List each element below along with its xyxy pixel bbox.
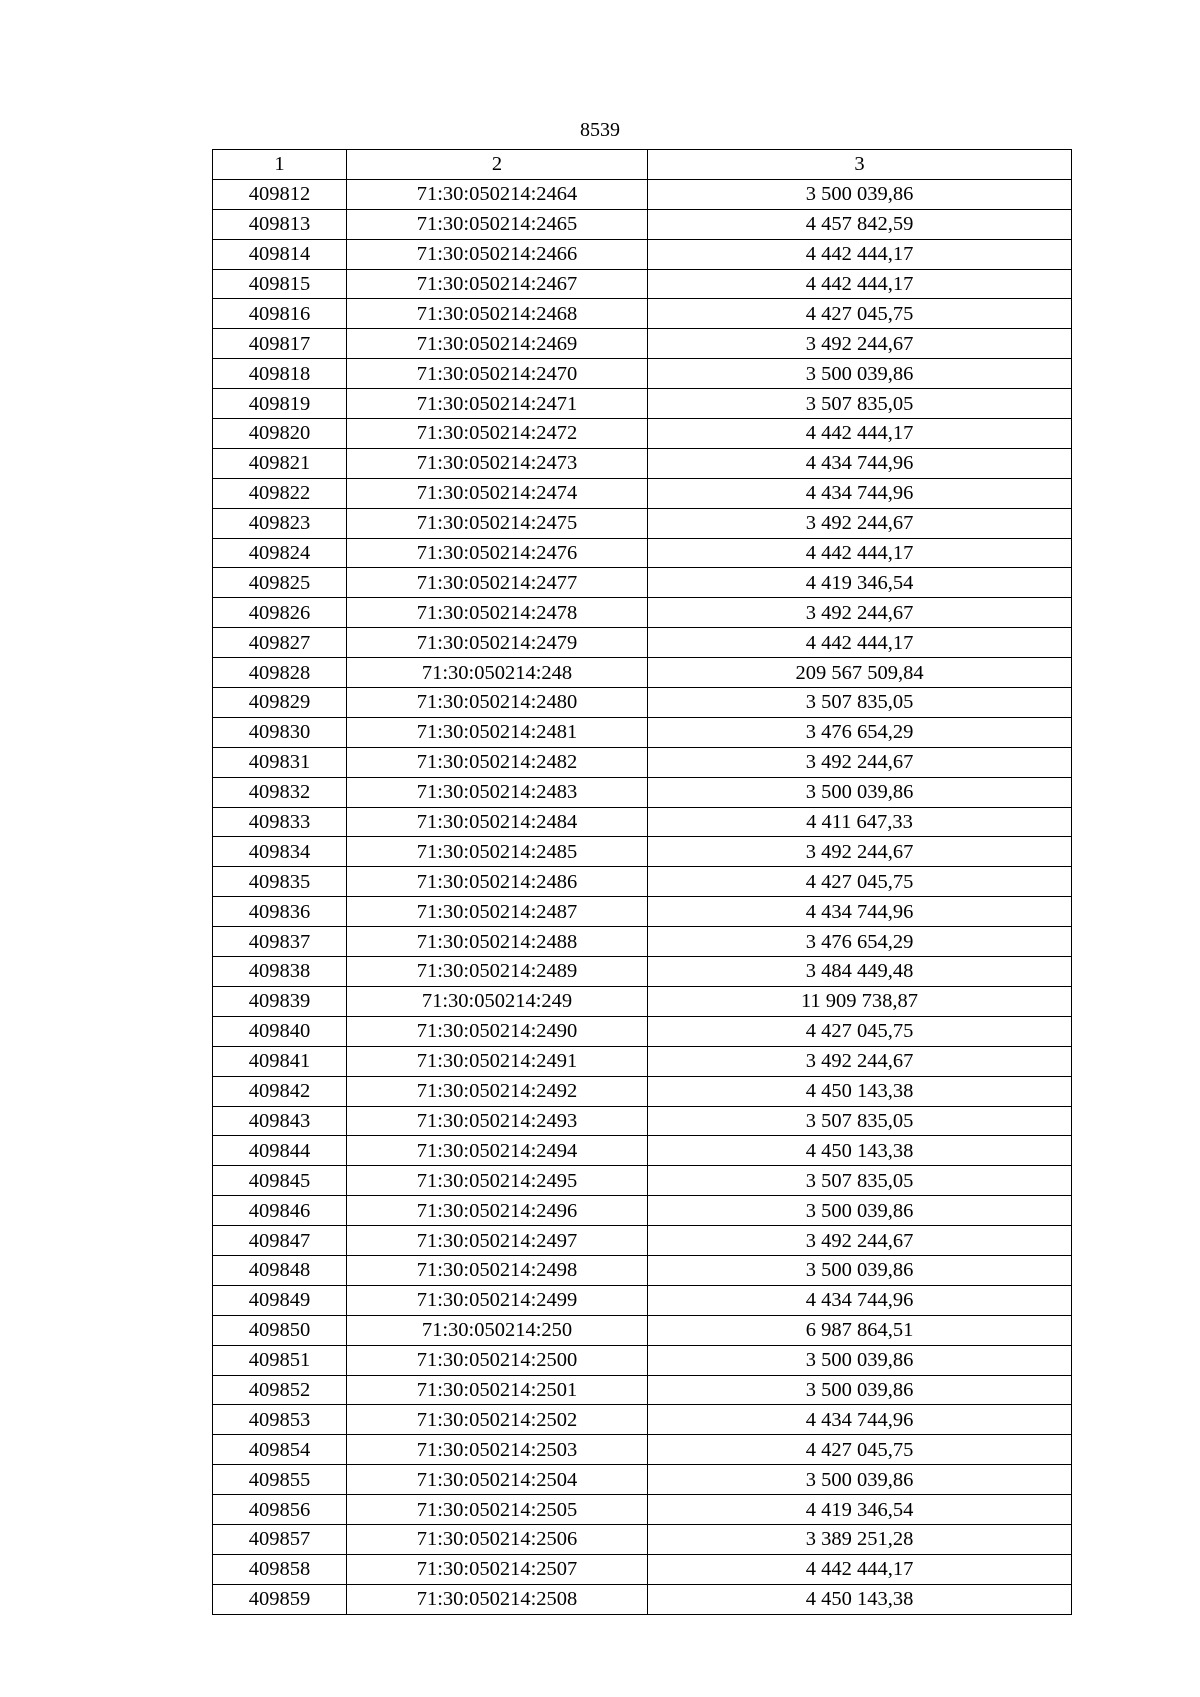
cadastral-number-cell: 71:30:050214:2508: [347, 1584, 648, 1614]
cadastral-value-cell: 3 500 039,86: [648, 1465, 1072, 1495]
cadastral-value-cell: 4 434 744,96: [648, 448, 1072, 478]
table-row: [213, 329, 1072, 359]
row-number-cell: 409853: [213, 1405, 347, 1435]
cadastral-value-cell: 3 500 039,86: [648, 1345, 1072, 1375]
cadastral-value-cell: 4 442 444,17: [648, 538, 1072, 568]
cadastral-number-cell: 71:30:050214:2496: [347, 1196, 648, 1226]
row-number-cell: 409815: [213, 269, 347, 299]
cadastral-value-cell: 4 427 045,75: [648, 867, 1072, 897]
table-row: [213, 419, 1072, 449]
row-number-cell: 409840: [213, 1016, 347, 1046]
table-row: [213, 1136, 1072, 1166]
cadastral-value-cell: 3 500 039,86: [648, 1196, 1072, 1226]
row-number-cell: 409829: [213, 688, 347, 718]
cadastral-value-cell: 4 434 744,96: [648, 1285, 1072, 1315]
cadastral-number-cell: 71:30:050214:2480: [347, 688, 648, 718]
column-header-2: 2: [347, 150, 648, 180]
table-row: [213, 1255, 1072, 1285]
row-number-cell: 409824: [213, 538, 347, 568]
table-row: [213, 747, 1072, 777]
row-number-cell: 409844: [213, 1136, 347, 1166]
cadastral-number-cell: 71:30:050214:2481: [347, 717, 648, 747]
cadastral-number-cell: 71:30:050214:2490: [347, 1016, 648, 1046]
row-number-cell: 409843: [213, 1106, 347, 1136]
cadastral-value-cell: 4 450 143,38: [648, 1584, 1072, 1614]
table-row: [213, 1016, 1072, 1046]
cadastral-value-cell: 3 492 244,67: [648, 598, 1072, 628]
cadastral-value-cell: 3 507 835,05: [648, 389, 1072, 419]
row-number-cell: 409814: [213, 239, 347, 269]
table-row: [213, 927, 1072, 957]
row-number-cell: 409825: [213, 568, 347, 598]
cadastral-value-cell: 3 492 244,67: [648, 1226, 1072, 1256]
cadastral-number-cell: 71:30:050214:2467: [347, 269, 648, 299]
row-number-cell: 409855: [213, 1465, 347, 1495]
row-number-cell: 409859: [213, 1584, 347, 1614]
cadastral-value-cell: 3 500 039,86: [648, 777, 1072, 807]
row-number-cell: 409850: [213, 1315, 347, 1345]
row-number-cell: 409858: [213, 1554, 347, 1584]
cadastral-value-cell: 4 427 045,75: [648, 299, 1072, 329]
cadastral-value-cell: 3 507 835,05: [648, 1166, 1072, 1196]
row-number-cell: 409821: [213, 448, 347, 478]
cadastral-number-cell: 71:30:050214:2471: [347, 389, 648, 419]
table-row: [213, 1405, 1072, 1435]
cadastral-number-cell: 71:30:050214:249: [347, 986, 648, 1016]
cadastral-value-cell: 4 457 842,59: [648, 209, 1072, 239]
row-number-cell: 409842: [213, 1076, 347, 1106]
table-row: [213, 1435, 1072, 1465]
cadastral-number-cell: 71:30:050214:2506: [347, 1524, 648, 1554]
cadastral-value-cell: 3 500 039,86: [648, 1255, 1072, 1285]
row-number-cell: 409826: [213, 598, 347, 628]
cadastral-value-cell: 4 450 143,38: [648, 1076, 1072, 1106]
cadastral-number-cell: 71:30:050214:2505: [347, 1495, 648, 1525]
row-number-cell: 409812: [213, 179, 347, 209]
cadastral-number-cell: 71:30:050214:2478: [347, 598, 648, 628]
cadastral-number-cell: 71:30:050214:2485: [347, 837, 648, 867]
cadastral-value-cell: 3 492 244,67: [648, 508, 1072, 538]
cadastral-number-cell: 71:30:050214:2484: [347, 807, 648, 837]
header-row: [213, 150, 1072, 180]
row-number-cell: 409813: [213, 209, 347, 239]
cadastral-value-cell: 3 500 039,86: [648, 1375, 1072, 1405]
table-row: [213, 359, 1072, 389]
table-row: [213, 986, 1072, 1016]
cadastral-number-cell: 71:30:050214:2473: [347, 448, 648, 478]
cadastral-number-cell: 71:30:050214:2476: [347, 538, 648, 568]
cadastral-number-cell: 71:30:050214:2492: [347, 1076, 648, 1106]
cadastral-value-cell: 3 507 835,05: [648, 688, 1072, 718]
cadastral-value-cell: 4 442 444,17: [648, 1554, 1072, 1584]
column-header-1: 1: [213, 150, 347, 180]
row-number-cell: 409856: [213, 1495, 347, 1525]
cadastral-number-cell: 71:30:050214:2504: [347, 1465, 648, 1495]
table-row: [213, 1315, 1072, 1345]
cadastral-number-cell: 71:30:050214:2489: [347, 957, 648, 987]
cadastral-number-cell: 71:30:050214:2465: [347, 209, 648, 239]
cadastral-value-cell: 3 492 244,67: [648, 747, 1072, 777]
table-row: [213, 1196, 1072, 1226]
cadastral-value-cell: 209 567 509,84: [648, 658, 1072, 688]
cadastral-number-cell: 71:30:050214:2470: [347, 359, 648, 389]
table-row: [213, 1584, 1072, 1614]
cadastral-value-cell: 3 500 039,86: [648, 359, 1072, 389]
cadastral-number-cell: 71:30:050214:2482: [347, 747, 648, 777]
cadastral-value-cell: 3 389 251,28: [648, 1524, 1072, 1554]
cadastral-value-cell: 4 411 647,33: [648, 807, 1072, 837]
cadastral-value-cell: 3 476 654,29: [648, 717, 1072, 747]
table-row: [213, 957, 1072, 987]
cadastral-value-cell: 3 492 244,67: [648, 1046, 1072, 1076]
cadastral-number-cell: 71:30:050214:2468: [347, 299, 648, 329]
cadastral-value-cell: 4 434 744,96: [648, 1405, 1072, 1435]
table-row: [213, 1166, 1072, 1196]
row-number-cell: 409819: [213, 389, 347, 419]
row-number-cell: 409854: [213, 1435, 347, 1465]
row-number-cell: 409823: [213, 508, 347, 538]
table-row: [213, 179, 1072, 209]
cadastral-value-cell: 4 450 143,38: [648, 1136, 1072, 1166]
cadastral-number-cell: 71:30:050214:2503: [347, 1435, 648, 1465]
table-row: [213, 1106, 1072, 1136]
table-row: [213, 777, 1072, 807]
cadastral-number-cell: 71:30:050214:2497: [347, 1226, 648, 1256]
row-number-cell: 409849: [213, 1285, 347, 1315]
cadastral-value-cell: 3 492 244,67: [648, 329, 1072, 359]
row-number-cell: 409833: [213, 807, 347, 837]
cadastral-number-cell: 71:30:050214:2479: [347, 628, 648, 658]
cadastral-number-cell: 71:30:050214:2498: [347, 1255, 648, 1285]
table-row: [213, 1345, 1072, 1375]
row-number-cell: 409846: [213, 1196, 347, 1226]
table-row: [213, 448, 1072, 478]
cadastral-number-cell: 71:30:050214:2507: [347, 1554, 648, 1584]
table-row: [213, 1524, 1072, 1554]
table-row: [213, 688, 1072, 718]
row-number-cell: 409848: [213, 1255, 347, 1285]
cadastral-value-cell: 4 442 444,17: [648, 419, 1072, 449]
row-number-cell: 409835: [213, 867, 347, 897]
cadastral-value-cell: 3 476 654,29: [648, 927, 1072, 957]
cadastral-number-cell: 71:30:050214:2474: [347, 478, 648, 508]
row-number-cell: 409857: [213, 1524, 347, 1554]
table-row: [213, 299, 1072, 329]
table-row: [213, 867, 1072, 897]
cadastral-value-cell: 6 987 864,51: [648, 1315, 1072, 1345]
cadastral-value-table: [212, 149, 1072, 1615]
cadastral-value-cell: 4 442 444,17: [648, 269, 1072, 299]
cadastral-value-cell: 3 507 835,05: [648, 1106, 1072, 1136]
row-number-cell: 409851: [213, 1345, 347, 1375]
cadastral-value-cell: 4 427 045,75: [648, 1435, 1072, 1465]
cadastral-number-cell: 71:30:050214:2486: [347, 867, 648, 897]
table-row: [213, 837, 1072, 867]
table-row: [213, 1465, 1072, 1495]
cadastral-value-cell: 4 442 444,17: [648, 628, 1072, 658]
row-number-cell: 409836: [213, 897, 347, 927]
cadastral-number-cell: 71:30:050214:2464: [347, 179, 648, 209]
cadastral-value-cell: 4 434 744,96: [648, 897, 1072, 927]
cadastral-number-cell: 71:30:050214:2491: [347, 1046, 648, 1076]
table-row: [213, 239, 1072, 269]
cadastral-number-cell: 71:30:050214:2494: [347, 1136, 648, 1166]
row-number-cell: 409827: [213, 628, 347, 658]
table-row: [213, 1076, 1072, 1106]
row-number-cell: 409817: [213, 329, 347, 359]
table-row: [213, 1046, 1072, 1076]
row-number-cell: 409839: [213, 986, 347, 1016]
page-number: 8539: [580, 119, 620, 141]
cadastral-value-cell: 4 427 045,75: [648, 1016, 1072, 1046]
cadastral-value-cell: 4 434 744,96: [648, 478, 1072, 508]
row-number-cell: 409847: [213, 1226, 347, 1256]
table-row: [213, 1495, 1072, 1525]
cadastral-value-cell: 3 500 039,86: [648, 179, 1072, 209]
row-number-cell: 409818: [213, 359, 347, 389]
cadastral-value-cell: 4 442 444,17: [648, 239, 1072, 269]
cadastral-number-cell: 71:30:050214:2477: [347, 568, 648, 598]
table-row: [213, 1554, 1072, 1584]
cadastral-number-cell: 71:30:050214:2475: [347, 508, 648, 538]
table-row: [213, 628, 1072, 658]
row-number-cell: 409852: [213, 1375, 347, 1405]
table-row: [213, 598, 1072, 628]
cadastral-value-cell: 4 419 346,54: [648, 568, 1072, 598]
table-row: [213, 508, 1072, 538]
cadastral-number-cell: 71:30:050214:2500: [347, 1345, 648, 1375]
cadastral-number-cell: 71:30:050214:2495: [347, 1166, 648, 1196]
table-row: [213, 658, 1072, 688]
row-number-cell: 409816: [213, 299, 347, 329]
cadastral-value-cell: 3 492 244,67: [648, 837, 1072, 867]
cadastral-value-cell: 3 484 449,48: [648, 957, 1072, 987]
cadastral-number-cell: 71:30:050214:2499: [347, 1285, 648, 1315]
row-number-cell: 409845: [213, 1166, 347, 1196]
column-header-3: 3: [648, 150, 1072, 180]
row-number-cell: 409837: [213, 927, 347, 957]
cadastral-number-cell: 71:30:050214:2488: [347, 927, 648, 957]
row-number-cell: 409822: [213, 478, 347, 508]
table-row: [213, 897, 1072, 927]
cadastral-number-cell: 71:30:050214:2472: [347, 419, 648, 449]
cadastral-number-cell: 71:30:050214:2483: [347, 777, 648, 807]
table-header: [213, 150, 1072, 180]
cadastral-number-cell: 71:30:050214:2469: [347, 329, 648, 359]
cadastral-number-cell: 71:30:050214:2501: [347, 1375, 648, 1405]
table-row: [213, 1285, 1072, 1315]
row-number-cell: 409832: [213, 777, 347, 807]
cadastral-number-cell: 71:30:050214:2493: [347, 1106, 648, 1136]
table-row: [213, 1375, 1072, 1405]
cadastral-number-cell: 71:30:050214:2502: [347, 1405, 648, 1435]
table-row: [213, 478, 1072, 508]
row-number-cell: 409841: [213, 1046, 347, 1076]
table-row: [213, 209, 1072, 239]
row-number-cell: 409828: [213, 658, 347, 688]
row-number-cell: 409830: [213, 717, 347, 747]
cadastral-value-cell: 4 419 346,54: [648, 1495, 1072, 1525]
row-number-cell: 409838: [213, 957, 347, 987]
table-body: [213, 179, 1072, 1614]
row-number-cell: 409834: [213, 837, 347, 867]
table-row: [213, 538, 1072, 568]
table-row: [213, 269, 1072, 299]
cadastral-value-cell: 11 909 738,87: [648, 986, 1072, 1016]
cadastral-number-cell: 71:30:050214:2466: [347, 239, 648, 269]
table-row: [213, 1226, 1072, 1256]
cadastral-number-cell: 71:30:050214:248: [347, 658, 648, 688]
cadastral-number-cell: 71:30:050214:2487: [347, 897, 648, 927]
row-number-cell: 409820: [213, 419, 347, 449]
table-row: [213, 807, 1072, 837]
table-row: [213, 717, 1072, 747]
table-row: [213, 568, 1072, 598]
table-row: [213, 389, 1072, 419]
row-number-cell: 409831: [213, 747, 347, 777]
cadastral-number-cell: 71:30:050214:250: [347, 1315, 648, 1345]
